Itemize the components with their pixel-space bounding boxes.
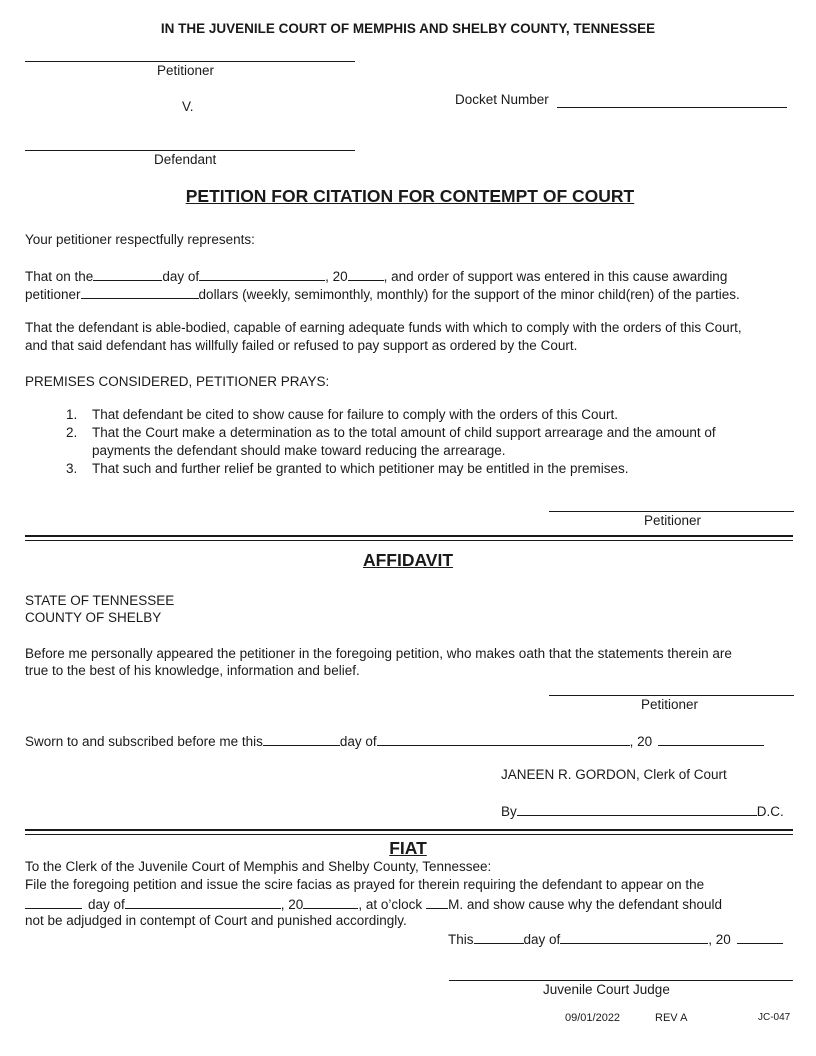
defendant-signature-line[interactable] <box>25 150 355 151</box>
dollars-field[interactable] <box>81 285 199 299</box>
prayer-item-1 <box>66 407 618 422</box>
item-number: 2. <box>66 425 78 440</box>
year-field[interactable] <box>348 267 384 281</box>
text: petitioner <box>25 287 81 302</box>
fiat-line3 <box>25 895 722 912</box>
text: , 20 <box>325 269 348 284</box>
text: D.C. <box>756 804 784 819</box>
item-number: 1. <box>66 407 78 422</box>
text: day of <box>88 897 125 912</box>
text: , and order of support was entered in this cause awarding <box>383 269 728 284</box>
text: M. and show cause why the defendant should <box>448 897 723 912</box>
text: day of <box>523 932 561 947</box>
petitioner-label: Petitioner <box>157 63 215 78</box>
appear-month-field[interactable] <box>125 895 281 909</box>
judge-label: Juvenile Court Judge <box>543 982 670 997</box>
defendant-label: Defendant <box>154 152 217 167</box>
fiat-date-line <box>448 930 783 947</box>
item-text: That the Court make a determination as to the total amount of child support arrearage and the amount of <box>92 425 716 440</box>
item-text: That such and further relief be granted to which petitioner may be entitled in the premises. <box>92 461 629 476</box>
docket-label: Docket Number <box>455 92 549 107</box>
item-text: payments the defendant should make toward reducing the arrearage. <box>92 443 506 458</box>
able-bodied-line1: That the defendant is able-bodied, capable of earning adequate funds with which to comply with the orders of this Court, <box>25 320 742 335</box>
day-field[interactable] <box>93 267 162 281</box>
petition-intro: Your petitioner respectfully represents: <box>25 232 255 247</box>
item-text: That defendant be cited to show cause for failure to comply with the orders of this Court. <box>92 407 619 422</box>
text: By <box>501 804 517 819</box>
prays-heading: PREMISES CONSIDERED, PETITIONER PRAYS: <box>25 374 330 389</box>
appear-hour-field[interactable] <box>426 895 448 909</box>
state-label: STATE OF TENNESSEE <box>25 593 175 608</box>
fiat-line2: File the foregoing petition and issue the scire facias as prayed for therein requiring the defendant to appear on the <box>25 877 705 892</box>
text: , 20 <box>280 897 304 912</box>
fiat-line4: not be adjudged in contempt of Court and punished accordingly. <box>25 913 407 928</box>
deputy-clerk-field[interactable] <box>517 802 757 816</box>
appear-day-field[interactable] <box>25 895 82 909</box>
text: day of <box>162 269 200 284</box>
fiat-month-field[interactable] <box>560 930 708 944</box>
text: , 20 <box>708 932 731 947</box>
section-divider <box>25 829 793 835</box>
text: This <box>448 932 474 947</box>
affidavit-signature-line[interactable] <box>549 695 794 696</box>
versus-label: V. <box>182 99 194 114</box>
petitioner-signature-line[interactable] <box>25 61 355 62</box>
support-amount-line <box>25 285 740 302</box>
fiat-year-field[interactable] <box>737 930 783 944</box>
sworn-day-field[interactable] <box>263 732 340 746</box>
petition-signature-line[interactable] <box>549 511 794 512</box>
fiat-line1: To the Clerk of the Juvenile Court of Memphis and Shelby County, Tennessee: <box>25 859 492 874</box>
month-field[interactable] <box>199 267 325 281</box>
sworn-month-field[interactable] <box>377 732 630 746</box>
appear-year-field[interactable] <box>303 895 358 909</box>
affidavit-signature-label: Petitioner <box>641 697 699 712</box>
petition-title: PETITION FOR CITATION FOR CONTEMPT OF COURT <box>185 186 635 206</box>
item-number: 3. <box>66 461 78 476</box>
text: day of <box>339 734 377 749</box>
court-title: IN THE JUVENILE COURT OF MEMPHIS AND SHELBY COUNTY, TENNESSEE <box>160 21 656 36</box>
prayer-item-2-cont <box>66 443 506 458</box>
form-number: JC-047 <box>758 1012 791 1023</box>
petition-signature-label: Petitioner <box>644 513 702 528</box>
sworn-year-field[interactable] <box>658 732 764 746</box>
county-label: COUNTY OF SHELBY <box>25 610 162 625</box>
prayer-item-2 <box>66 425 716 440</box>
able-bodied-line2: and that said defendant has willfully failed or refused to pay support as ordered by the Court. <box>25 338 578 353</box>
prayer-item-3 <box>66 461 629 476</box>
docket-number-field[interactable] <box>557 107 787 108</box>
clerk-name: JANEEN R. GORDON, Clerk of Court <box>501 767 727 782</box>
text: , at o’clock <box>358 897 423 912</box>
sworn-line <box>25 732 764 749</box>
affidavit-text-line2: true to the best of his knowledge, information and belief. <box>25 663 360 678</box>
revision-date: 09/01/2022 <box>565 1012 621 1024</box>
affidavit-title: AFFIDAVIT <box>362 550 454 570</box>
support-order-line <box>25 267 727 284</box>
deputy-clerk-line <box>501 802 784 819</box>
text: dollars (weekly, semimonthly, monthly) for the support of the minor child(ren) of the parties. <box>198 287 740 302</box>
fiat-day-field[interactable] <box>474 930 524 944</box>
fiat-title: FIAT <box>389 838 427 858</box>
text: That on the <box>25 269 94 284</box>
section-divider <box>25 535 793 541</box>
judge-signature-line[interactable] <box>449 980 793 981</box>
text: , 20 <box>629 734 653 749</box>
revision-label: REV A <box>655 1012 688 1024</box>
affidavit-text-line1: Before me personally appeared the petitioner in the foregoing petition, who makes oath that the statements therein are <box>25 646 732 661</box>
text: Sworn to and subscribed before me this <box>25 734 263 749</box>
